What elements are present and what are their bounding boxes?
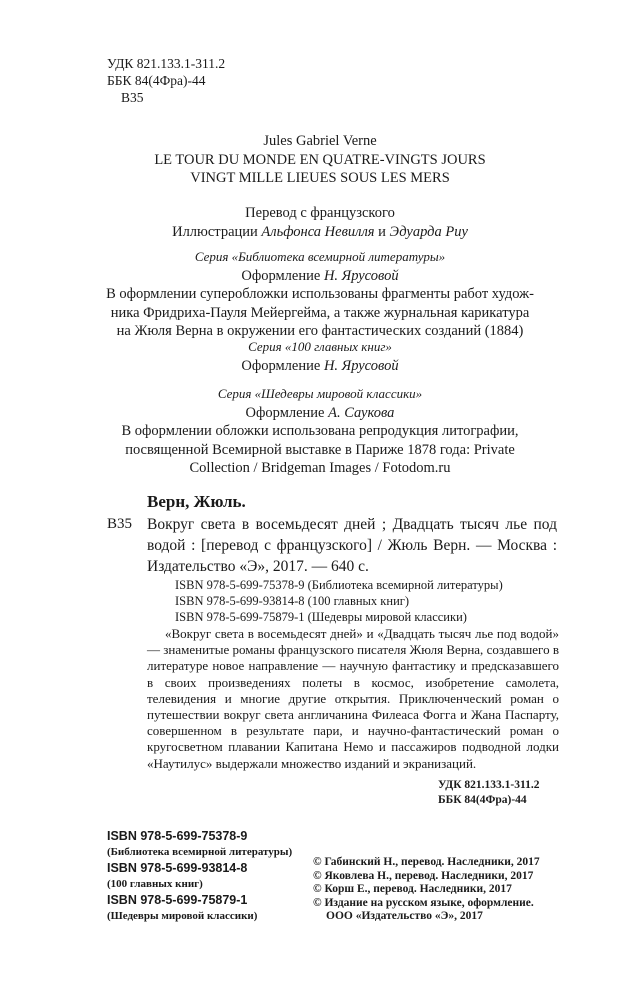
designer-name: Н. Ярусовой bbox=[323, 267, 399, 284]
illustrator-1: Альфонса Невилля bbox=[261, 223, 375, 240]
design-label: Оформление bbox=[241, 357, 324, 374]
original-title-block bbox=[100, 132, 540, 188]
series-3-name: Серия «Шедевры мировой классики» bbox=[217, 386, 423, 401]
original-title-1: LE TOUR DU MONDE EN QUATRE-VINGTS JOURS bbox=[154, 151, 486, 168]
illustrations-label: Иллюстрации bbox=[172, 223, 262, 240]
isbn-3-series: (Шедевры мировой классики) bbox=[107, 910, 258, 922]
illustrations-line bbox=[100, 223, 540, 242]
isbn-3: ISBN 978-5-699-75879-1 bbox=[107, 893, 248, 907]
translation-line: Перевод с французского bbox=[245, 205, 395, 221]
isbn-1: ISBN 978-5-699-75378-9 bbox=[107, 829, 248, 843]
translation-block bbox=[100, 204, 540, 241]
series-3-block bbox=[100, 385, 540, 478]
entry-author-mark: В35 bbox=[107, 516, 133, 532]
copyright-4: © Издание на русском языке, оформление. bbox=[313, 896, 534, 909]
isbn-2: ISBN 978-5-699-93814-8 bbox=[107, 861, 248, 875]
series-1-block bbox=[100, 248, 540, 341]
designer-name: Н. Ярусовой bbox=[323, 357, 399, 374]
entry-bbk: ББК 84(4Фра)-44 bbox=[438, 794, 527, 806]
entry-author: Верн, Жюль. bbox=[147, 492, 246, 511]
illustrator-2: Эдуарда Риу bbox=[389, 223, 468, 240]
illustrations-and: и bbox=[374, 223, 390, 240]
series-2-block bbox=[100, 338, 540, 375]
udk-code: УДК 821.133.1-311.2 bbox=[107, 56, 226, 71]
entry-classification bbox=[438, 778, 539, 808]
series-1-note-1: В оформлении суперобложки использованы фрагменты работ худож- bbox=[106, 286, 534, 302]
isbn-2-series: (100 главных книг) bbox=[107, 878, 203, 890]
series-1-design bbox=[100, 267, 540, 286]
series-3-note-3: Collection / Bridgeman Images / Fotodom.ru bbox=[189, 460, 451, 476]
isbn-block bbox=[107, 828, 292, 924]
top-classification bbox=[107, 55, 225, 106]
original-author: Jules Gabriel Verne bbox=[263, 133, 377, 149]
series-2-name: Серия «100 главных книг» bbox=[248, 339, 392, 354]
series-3-design bbox=[100, 404, 540, 423]
entry-description: Вокруг света в восемьдесят дней ; Двадцать тысяч лье под водой : [перевод с французского] / Жюль Верн. — Москва : Издательство «Э», 2017. — 640 с. bbox=[147, 516, 557, 575]
designer-name: А. Саукова bbox=[328, 404, 395, 421]
entry-isbn-3: ISBN 978-5-699-75879-1 (Шедевры мировой классики) bbox=[175, 610, 467, 624]
isbn-1-series: (Библиотека всемирной литературы) bbox=[107, 846, 293, 858]
copyright-1: © Габинский Н., перевод. Наследники, 2017 bbox=[313, 856, 540, 868]
author-mark: В35 bbox=[121, 90, 144, 105]
series-1-note-3: на Жюля Верна в окружении его фантастических созданий (1884) bbox=[116, 323, 524, 339]
entry-isbn-list bbox=[175, 577, 503, 625]
series-1-note-2: ника Фридриха-Пауля Мейергейма, а также журнальная карикатура bbox=[110, 304, 530, 321]
series-3-note-1: В оформлении обложки использована репродукция литографии, bbox=[121, 423, 519, 439]
original-title-2: VINGT MILLE LIEUES SOUS LES MERS bbox=[190, 170, 450, 186]
copyright-2: © Яковлева Н., перевод. Наследники, 2017 bbox=[313, 869, 534, 882]
design-label: Оформление bbox=[241, 267, 324, 284]
entry-isbn-2: ISBN 978-5-699-93814-8 (100 главных книг) bbox=[175, 594, 410, 608]
entry-annotation: «Вокруг света в восемьдесят дней» и «Двадцать тысяч лье под водой» — знаменитые романы французского писателя Жюля Верна, создавшего в литературе новое направление — научную фантастику и предсказавшего в своих произведениях полеты в космос, изобретение самолета, телевидения и многие другие открытия. Приключенческий роман о путешествии вокруг света англичанина Филеаса Фогга и Жана Паспарту, совершенном в результате пари, и научно-фантастический роман о кругосветном плавании Капитана Немо и пассажиров подводной лодки «Наутилус» выдержали множество изданий и экранизаций. bbox=[147, 626, 559, 771]
copyright-block bbox=[313, 856, 540, 924]
series-3-note-2: посвященной Всемирной выставке в Париже 1878 года: Private bbox=[125, 441, 515, 458]
copyright-5: ООО «Издательство «Э», 2017 bbox=[326, 910, 483, 923]
bbk-code: ББК 84(4Фра)-44 bbox=[107, 73, 206, 88]
series-1-name: Серия «Библиотека всемирной литературы» bbox=[194, 249, 446, 264]
design-label: Оформление bbox=[245, 404, 329, 421]
copyright-3: © Корш Е., перевод. Наследники, 2017 bbox=[313, 883, 512, 896]
entry-isbn-1: ISBN 978-5-699-75378-9 (Библиотека всемирной литературы) bbox=[175, 578, 503, 592]
series-2-design bbox=[100, 357, 540, 376]
entry-udk: УДК 821.133.1-311.2 bbox=[438, 779, 540, 791]
